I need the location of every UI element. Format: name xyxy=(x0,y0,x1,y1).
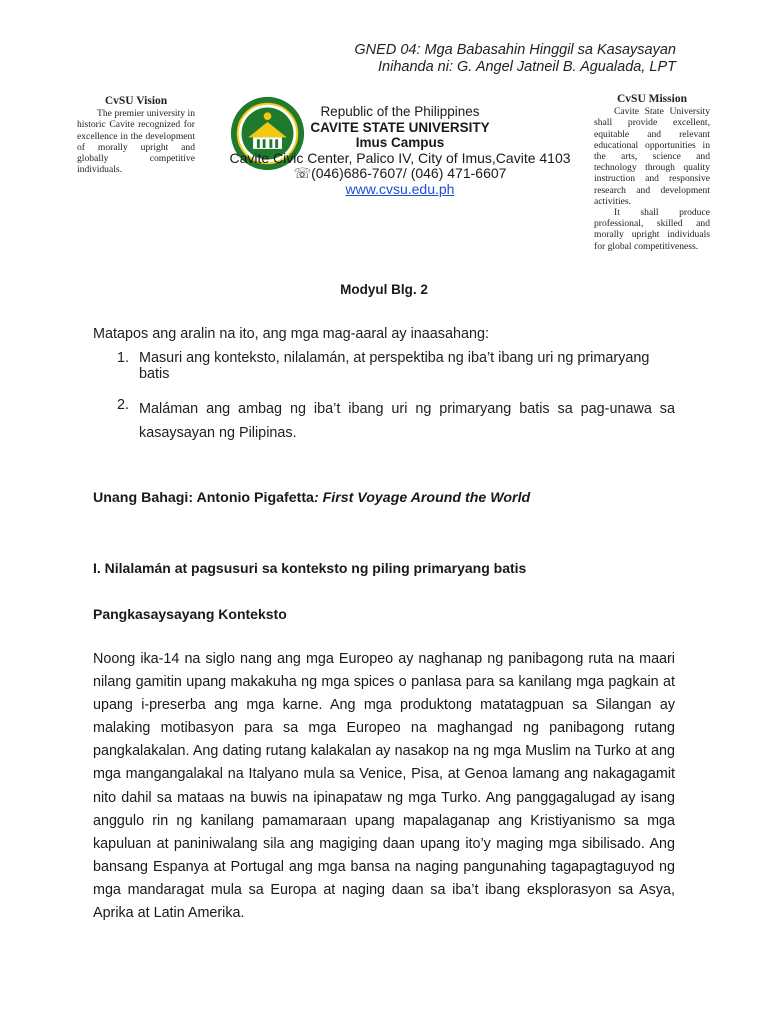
mission-box xyxy=(594,94,710,252)
website-link[interactable]: www.cvsu.edu.ph xyxy=(345,180,455,197)
objectives-intro: Matapos ang aralin na ito, ang mga mag-aaral ay inaasahang: xyxy=(93,326,489,342)
document-header xyxy=(354,42,676,76)
mission-body: Cavite State University shall provide excellent, equitable and relevant educational opportunities in the arts, science and technology through quality instruction and responsive research and development activities. xyxy=(594,106,710,207)
objective-text: Maláman ang ambag ng iba’t ibang uri ng primaryang batis sa pag-unawa sa kasaysayan ng Pilipinas. xyxy=(139,401,675,441)
course-line: GNED 04: Mga Babasahin Hinggil sa Kasaysayan xyxy=(354,42,676,58)
mission-body-2: It shall produce professional, skilled and morally upright individuals for global competitiveness. xyxy=(594,207,710,252)
objective-text: Masuri ang konteksto, nilalamán, at perspektiba ng iba’t ibang uri ng primaryang batis xyxy=(139,350,650,382)
objective-number: 2. xyxy=(117,397,130,413)
objective-number: 1. xyxy=(117,350,130,366)
mission-title: CvSU Mission xyxy=(617,93,687,105)
body-paragraph xyxy=(93,648,675,925)
author-line: Inihanda ni: G. Angel Jatneil B. Agualada, LPT xyxy=(378,59,676,75)
campus-name: Imus Campus xyxy=(355,135,445,150)
vision-title: CvSU Vision xyxy=(104,95,168,107)
republic-line: Republic of the Philippines xyxy=(320,104,480,119)
address-line: Cavite Civic Center, Palico IV, City of Imus,Cavite 4103 xyxy=(229,149,571,166)
vision-body: The premier university in historic Cavite recognized for excellence in the development of morally upright and globally competitive individuals. xyxy=(77,108,195,176)
letterhead xyxy=(200,104,600,197)
part-title: : First Voyage Around the World xyxy=(313,490,531,506)
vision-box xyxy=(77,96,195,175)
paragraph-text: Noong ika-14 na siglo nang ang mga Europeo ay naghanap ng panibagong ruta na maari nilang gamitin upang makakuha ng mga spices o panlasa para sa kanilang mga pagkain at upang i-preserba ang mga karne. Ang mga produktong matatagpuan sa Silangan ay malaking motibasyon para sa mga Europeo na maghangad ng panibagong rutang pangkalakalan. Ang dating rutang kalakalan ay nasakop na ng mga Muslim na Turko at ang mga mangangalakal na Italyano mula sa Venice, Pisa, at Genoa lamang ang nakagagamit nito dahil sa mataas na buwis na ipinapataw ng mga Turko. Ang panggagalugad ay isang anggulo rin ng kanilang pamamaraan upang mapalaganap ang Kristiyanismo sa mga kapuluan at paniniwalang sila ang magiging daan upang ito’y maging mga sibilisado. Ang bansang Espanya at Portugal ang mga bansa na naging pangunahing tagapagtaguyod ng mga mandaragat mula sa Europa at naging daan sa iba’t ibang eksplorasyon sa Asya, Aprika at Latin Amerika. xyxy=(93,651,675,922)
university-name: CAVITE STATE UNIVERSITY xyxy=(310,119,490,135)
section-heading: I. Nilalamán at pagsusuri sa konteksto ng piling primaryang batis xyxy=(93,560,527,576)
module-title: Modyul Blg. 2 xyxy=(340,282,428,297)
part-label: Unang Bahagi: Antonio Pigafetta xyxy=(93,490,314,506)
phone-line: ☏(046)686-7607/ (046) 471-6607 xyxy=(293,165,507,181)
part-heading xyxy=(93,490,530,506)
subheading: Pangkasaysayang Konteksto xyxy=(93,606,287,622)
